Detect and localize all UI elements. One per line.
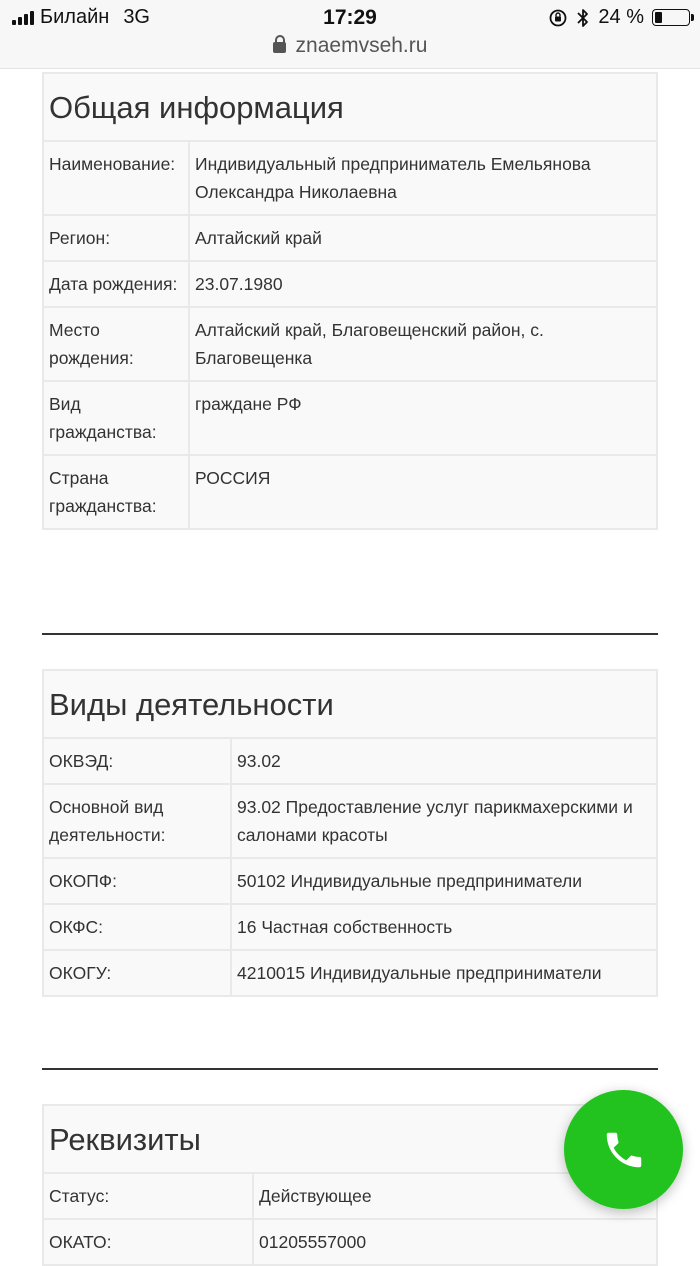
table-row	[43, 858, 657, 904]
table-row	[43, 455, 657, 529]
section-title: Общая информация	[43, 73, 657, 141]
row-label: ОКОПФ:	[43, 858, 231, 904]
general-info-section	[42, 72, 658, 530]
phone-icon	[601, 1127, 647, 1173]
row-value: Действующее	[253, 1173, 657, 1219]
row-label: Регион:	[43, 215, 189, 261]
activities-table	[42, 669, 658, 997]
table-row	[43, 307, 657, 381]
url-text: znaemvseh.ru	[295, 34, 428, 57]
row-value: Алтайский край	[189, 215, 657, 261]
row-value: Алтайский край, Благовещенский район, с. Благовещенка	[189, 307, 657, 381]
address-bar[interactable]	[0, 34, 700, 58]
status-right	[548, 6, 690, 29]
clock: 17:29	[323, 6, 377, 29]
row-label: ОКФС:	[43, 904, 231, 950]
carrier-name: Билайн	[40, 6, 110, 28]
section-divider	[42, 633, 658, 635]
table-row	[43, 738, 657, 784]
row-value: РОССИЯ	[189, 455, 657, 529]
network-type: 3G	[123, 6, 150, 28]
row-value: 50102 Индивидуальные предприниматели	[231, 858, 657, 904]
table-row	[43, 381, 657, 455]
table-row	[43, 904, 657, 950]
row-label: Основной вид деятельности:	[43, 784, 231, 858]
row-value: 4210015 Индивидуальные предприниматели	[231, 950, 657, 996]
row-value: граждане РФ	[189, 381, 657, 455]
status-bar	[0, 0, 700, 69]
row-label: ОКАТО:	[43, 1219, 253, 1265]
table-row	[43, 141, 657, 215]
requisites-table	[42, 1104, 658, 1266]
section-title: Виды деятельности	[43, 670, 657, 738]
activities-section	[42, 669, 658, 997]
row-label: ОКВЭД:	[43, 738, 231, 784]
lock-icon	[273, 42, 286, 53]
row-value: 23.07.1980	[189, 261, 657, 307]
row-label: ОКОГУ:	[43, 950, 231, 996]
table-row	[43, 1173, 657, 1219]
call-button[interactable]	[564, 1090, 683, 1209]
table-row	[43, 1219, 657, 1265]
row-value: 16 Частная собственность	[231, 904, 657, 950]
table-row	[43, 261, 657, 307]
row-label: Дата рождения:	[43, 261, 189, 307]
row-label: Место рождения:	[43, 307, 189, 381]
row-value: 01205557000	[253, 1219, 657, 1265]
row-label: Статус:	[43, 1173, 253, 1219]
table-row	[43, 950, 657, 996]
row-value: 93.02	[231, 738, 657, 784]
row-value: 93.02 Предоставление услуг парикмахерскими и салонами красоты	[231, 784, 657, 858]
requisites-section	[42, 1104, 658, 1266]
section-divider	[42, 1068, 658, 1070]
row-label: Страна гражданства:	[43, 455, 189, 529]
row-value: Индивидуальный предприниматель Емельянова Олександра Николаевна	[189, 141, 657, 215]
general-info-table	[42, 72, 658, 530]
table-row	[43, 784, 657, 858]
rotation-lock-icon	[548, 8, 568, 28]
section-title: Реквизиты	[43, 1105, 657, 1173]
battery-icon	[652, 9, 690, 26]
row-label: Наименование:	[43, 141, 189, 215]
bluetooth-icon	[576, 8, 590, 28]
battery-percent: 24 %	[598, 6, 644, 28]
row-label: Вид гражданства:	[43, 381, 189, 455]
table-row	[43, 215, 657, 261]
